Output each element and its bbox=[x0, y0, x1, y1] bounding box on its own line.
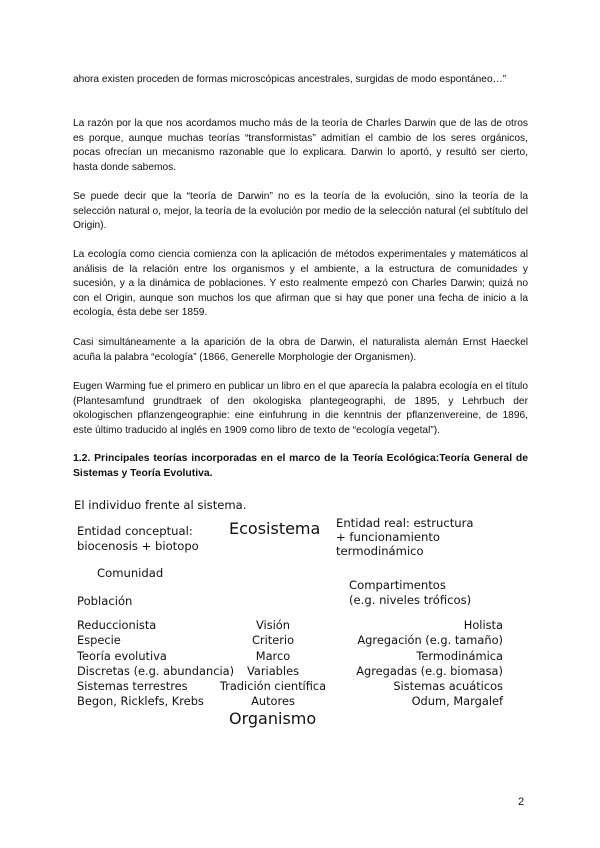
middle-item: Variables bbox=[246, 663, 300, 678]
page-number: 2 bbox=[518, 796, 525, 808]
right-item: Agregadas (e.g. biomasa) bbox=[356, 663, 503, 678]
right-item: Sistemas acuáticos bbox=[393, 679, 503, 694]
right-item: Termodinámica bbox=[416, 648, 503, 663]
middle-item: Autores bbox=[251, 694, 295, 709]
left-item: Reduccionista bbox=[77, 618, 157, 632]
middle-item: Tradición científica bbox=[219, 679, 327, 694]
left-item: Teoría evolutiva bbox=[77, 648, 167, 663]
paragraph-4: La ecología como ciencia comienza con la aplicación de métodos experimentales y matemáticos al análisis de la relación entre los organismos y el ambiente, a la estructura de comunidades y sucesión, y a la dinámica de poblaciones. Y esto realmente empezó con Charles Darwin; quizá no con el Origin, aunque son muchos los que afirman que si hay que poner una fecha de inicio a la ecología, ésta debe ser 1859. bbox=[73, 249, 528, 319]
left-item: Sistemas terrestres bbox=[77, 679, 188, 694]
entidad-conceptual-label: Entidad conceptual: bbox=[77, 524, 193, 538]
left-item: Begon, Ricklefs, Krebs bbox=[77, 694, 204, 709]
left-item: Discretas (e.g. abundancia) bbox=[77, 663, 235, 678]
paragraph-3: Se puede decir que la “teoría de Darwin” no es la teoría de la evolución, sino la teoría de la selección natural o, mejor, la teoría de la evolución por medio de la selección natural (el subtítulo del Origin). bbox=[73, 191, 528, 232]
organismo-label: Organismo bbox=[229, 709, 317, 728]
comunidad-label: Comunidad bbox=[97, 566, 164, 580]
entidad-real-line-2: + funcionamiento bbox=[336, 530, 440, 544]
entidad-conceptual-detail: biocenosis + biotopo bbox=[77, 539, 199, 553]
middle-item: Criterio bbox=[251, 633, 295, 648]
figure-title: El individuo frente al sistema. bbox=[74, 498, 247, 512]
right-column bbox=[356, 618, 503, 710]
paragraph-1: ahora existen proceden de formas microscópicas ancestrales, surgidas de modo espontáneo…” bbox=[73, 74, 507, 85]
paragraph-6: Eugen Warming fue el primero en publicar un libro en el que aparecía la palabra ecología en el título (Plantesamfund grundtraek of den okologiska plantegeographi, de 1895, y Lehrbuch der okologischen pflanzengeographie: eine einfuhrung in die kenntnis der pflanzenvereine, de 1896, este último traducido al inglés en 1909 como libro de texto de “ecología vegetal”). bbox=[73, 381, 528, 436]
paragraph-5: Casi simultáneamente a la aparición de la obra de Darwin, el naturalista alemán Ernst Haeckel acuña la palabra “ecología” (1866, Generelle Morphologie der Organismen). bbox=[73, 337, 528, 363]
compartimentos-label: Compartimentos bbox=[349, 578, 446, 592]
left-item: Especie bbox=[77, 633, 121, 648]
ecosistema-label: Ecosistema bbox=[229, 519, 321, 538]
middle-item: Visión bbox=[256, 618, 290, 632]
paragraph-2: La razón por la que nos acordamos mucho más de la teoría de Charles Darwin que de las de otros es porque, aunque muchas teorías “transformistas” admitían el cambio de los seres orgánicos, pocas ofrecían un mecanismo razonable que lo explicara. Darwin lo aportó, y resultó ser cierto, hasta donde sabemos. bbox=[73, 118, 528, 173]
section-heading: 1.2. Principales teorías incorporadas en el marco de la Teoría Ecológica:Teoría General de Sistemas y Teoría Evolutiva. bbox=[73, 453, 528, 479]
entidad-real-line-1: Entidad real: estructura bbox=[336, 516, 474, 530]
right-item: Holista bbox=[463, 618, 503, 632]
middle-column bbox=[200, 618, 346, 710]
right-item: Odum, Margalef bbox=[411, 694, 503, 709]
middle-item: Marco bbox=[255, 648, 291, 663]
right-item: Agregación (e.g. tamaño) bbox=[357, 633, 503, 648]
poblacion-label: Población bbox=[77, 594, 133, 608]
compartimentos-detail: (e.g. niveles tróficos) bbox=[349, 593, 472, 607]
entidad-real-line-3: termodinámico bbox=[336, 544, 424, 558]
